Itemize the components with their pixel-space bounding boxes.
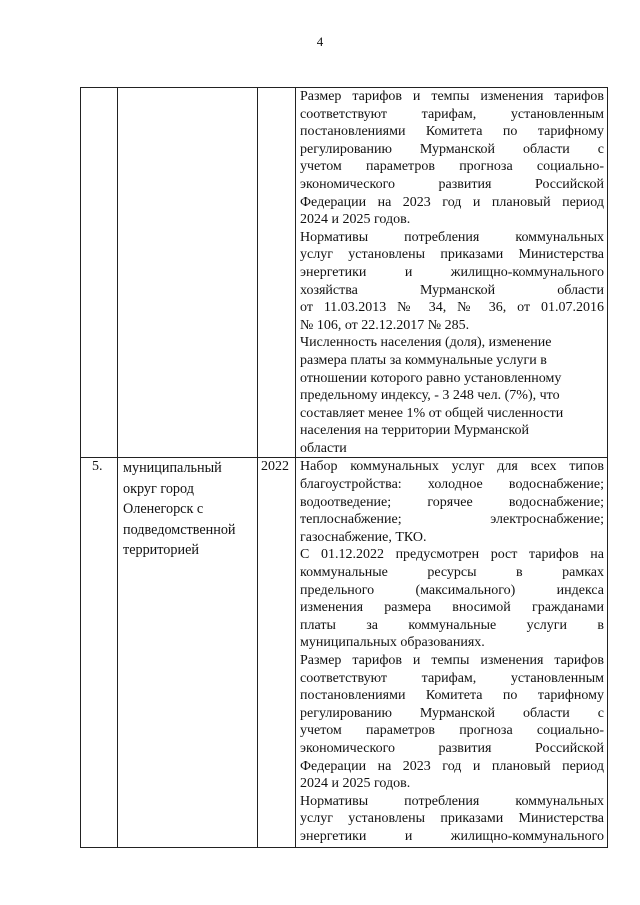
text-line: Федерации на 2023 год и плановый период [300,194,604,210]
text-line: энергетики и жилищно-коммунального [300,264,604,280]
text-line: учетом параметров прогноза социально- [300,723,604,739]
text-line: предельному индексу, - 3 248 чел. (7%), что [300,388,560,404]
text-line: экономического развития Российской [300,740,604,756]
table-row [81,458,608,848]
text-line: С 01.12.2022 предусмотрен рост тарифов на [300,547,604,563]
text-line: Федерации на 2023 год и плановый период [300,758,604,774]
text-line: теплоснабжение; электроснабжение; [300,512,604,528]
page-number: 4 [316,34,324,49]
year-cell [258,88,296,458]
text-line: благоустройства: холодное водоснабжение; [300,477,604,493]
text-line: Размер тарифов и темпы изменения тарифов [300,89,604,104]
text-line: постановлениями Комитета по тарифному [300,688,604,704]
municipality-name-line: муниципальный [123,460,222,477]
text-line: соответствуют тарифам, установленным [300,670,604,686]
text-line: Нормативы потребления коммунальных [300,793,604,809]
municipality-name-line: округ город [123,480,194,497]
text-line: услуг установлены приказами Министерства [300,811,604,827]
text-line: отношении которого равно установленному [300,370,562,386]
description-text [296,88,607,457]
text-line: составляет менее 1% от общей численности [300,405,564,421]
text-line: Численность населения (доля), изменение [300,335,552,351]
text-line: хозяйства Мурманской области [300,282,604,298]
text-line: соответствуют тарифам, установленным [300,106,604,122]
row-number-cell [81,458,118,848]
text-line: Набор коммунальных услуг для всех типов [300,459,604,475]
text-line: 2024 и 2025 годов. [300,776,411,792]
year-cell [258,458,296,848]
text-line: изменения размера вносимой гражданами [300,600,604,616]
text-line: Нормативы потребления коммунальных [300,229,604,245]
municipality-name-line: Оленегорск с [123,501,204,518]
text-line: регулированию Мурманской области с [300,141,604,157]
municipality-name-line: подведомственной [123,521,236,538]
row-number: 5. [92,459,103,475]
text-line: Размер тарифов и темпы изменения тарифов [300,653,604,668]
municipality-cell [118,458,258,848]
text-line: учетом параметров прогноза социально- [300,159,604,175]
text-line: коммунальные ресурсы в рамках [300,565,604,581]
table-row [81,88,608,458]
description-text [296,458,607,845]
text-line: предельного (максимального) индекса [300,582,604,598]
text-line: от 11.03.2013 № 34, № 36, от 01.07.2016 [300,300,604,316]
text-line: 2024 и 2025 годов. [300,212,411,228]
text-line: экономического развития Российской [300,176,604,192]
text-line: газоснабжение, ТКО. [300,529,427,545]
text-line: населения на территории Мурманской [300,423,530,439]
description-cell [296,458,608,848]
year: 2022 [261,459,289,475]
municipality-name-line: территорией [123,542,199,559]
text-line: размера платы за коммунальные услуги в [300,352,547,368]
municipality-cell [118,88,258,458]
row-number-cell [81,88,118,458]
document-table [80,87,608,848]
text-line: области [300,440,347,456]
text-line: платы за коммунальные услуги в [300,617,604,633]
description-cell [296,88,608,458]
text-line: № 106, от 22.12.2017 № 285. [300,317,470,333]
text-line: регулированию Мурманской области с [300,705,604,721]
text-line: постановлениями Комитета по тарифному [300,124,604,140]
text-line: услуг установлены приказами Министерства [300,247,604,263]
text-line: водоотведение; горячее водоснабжение; [300,494,604,510]
text-line: энергетики и жилищно-коммунального [300,828,604,844]
municipality-name [118,458,257,561]
text-line: муниципальных образованиях. [300,635,485,651]
